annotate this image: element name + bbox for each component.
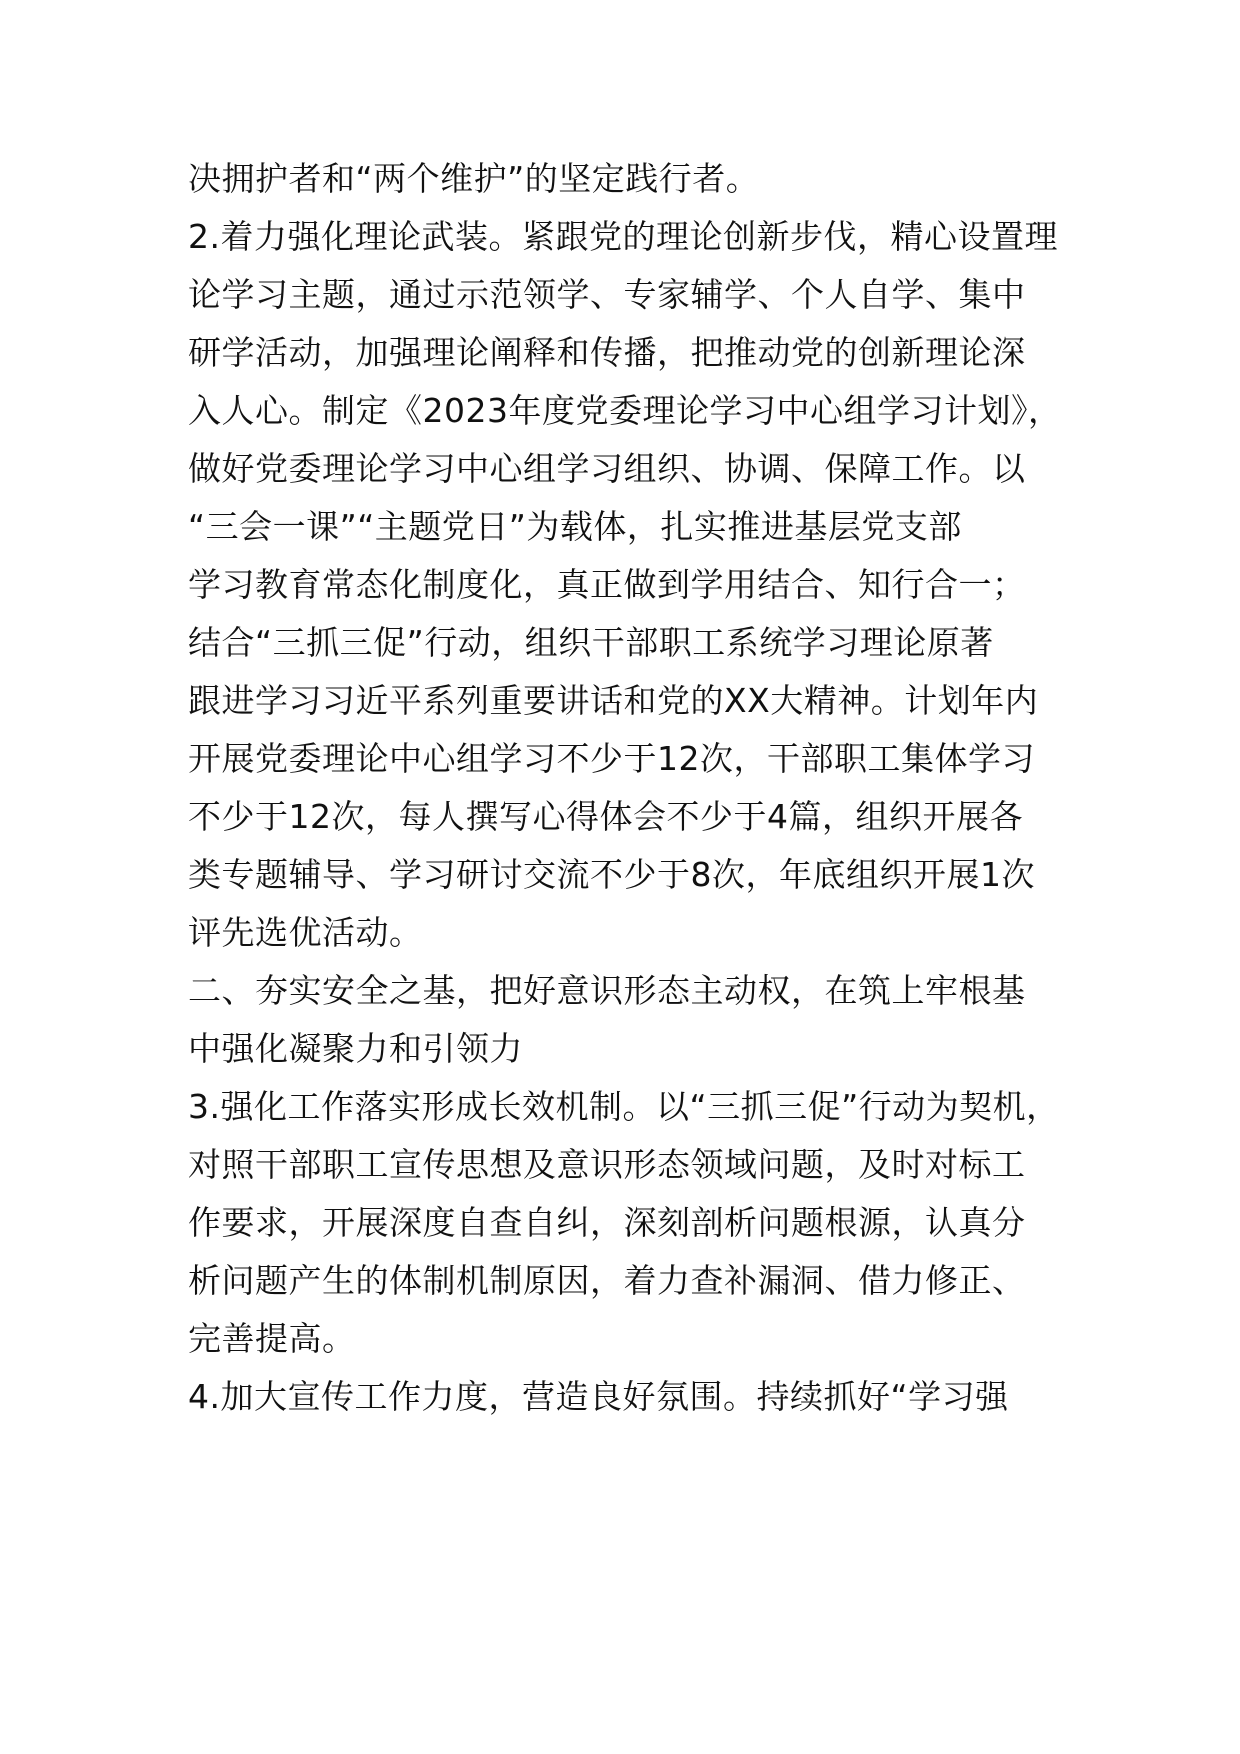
text-line: 跟进学习习近平系列重要讲话和党的XX大精神。计划年内 [188,681,1039,720]
text-line: 4.加大宣传工作力度，营造良好氛围。持续抓好“学习强 [188,1377,1009,1416]
text-line: 评先选优活动。 [188,913,423,952]
text-line: 不少于12次，每人撰写心得体会不少于4篇，组织开展各 [188,797,1023,836]
text-line: 入人心。制定《2023年度党委理论学习中心组学习计划》， [188,391,1062,430]
text-line: 完善提高。 [188,1319,356,1358]
text-line: 类专题辅导、学习研讨交流不少于8次，年底组织开展1次 [188,855,1035,894]
text-line: 3.强化工作落实形成长效机制。以“三抓三促”行动为契机， [188,1087,1060,1126]
text-line: 论学习主题，通过示范领学、专家辅学、个人自学、集中 [188,275,1026,314]
text-line: 对照干部职工宣传思想及意识形态领域问题，及时对标工 [188,1145,1026,1184]
text-line: 研学活动，加强理论阐释和传播，把推动党的创新理论深 [188,333,1026,372]
text-line: 学习教育常态化制度化，真正做到学用结合、知行合一； [188,565,1026,604]
text-line: 做好党委理论学习中心组学习组织、协调、保障工作。以 [188,449,1026,488]
text-line: 2.着力强化理论武装。紧跟党的理论创新步伐，精心设置理 [188,217,1058,256]
text-line: 作要求，开展深度自查自纠，深刻剖析问题根源，认真分 [188,1203,1026,1242]
section-heading: 二、夯实安全之基，把好意识形态主动权，在筑上牢根基 [188,971,1026,1010]
section-heading: 中强化凝聚力和引领力 [188,1029,523,1068]
text-line: 开展党委理论中心组学习不少于12次，干部职工集体学习 [188,739,1035,778]
text-line: “三会一课”“主题党日”为载体，扎实推进基层党支部 [188,507,962,546]
text-line: 析问题产生的体制机制原因，着力查补漏洞、借力修正、 [188,1261,1026,1300]
text-line: 结合“三抓三促”行动，组织干部职工系统学习理论原著 [188,623,994,662]
text-line: 决拥护者和“两个维护”的坚定践行者。 [188,159,760,198]
